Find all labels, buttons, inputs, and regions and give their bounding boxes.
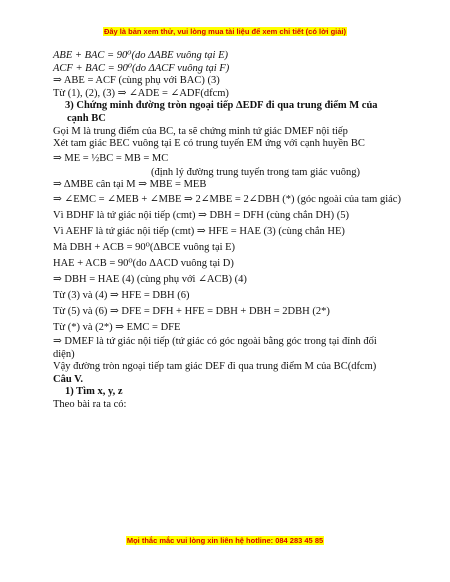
document-body	[53, 50, 401, 412]
text-line: ACF + BAC = 90⁰(do ΔACF vuông tại F)	[53, 62, 230, 74]
text-line: ⇒ ΔMBE cân tại M ⇒ MBE = MEB	[53, 179, 207, 191]
text-line: Từ (1), (2), (3) ⇒ ∠ADE = ∠ADF(dfcm)	[53, 87, 229, 99]
text-line: Từ (*) và (2*) ⇒ EMC = DFE	[53, 321, 181, 333]
text-line: Gọi M là trung điểm của BC, ta sẽ chứng minh tứ giác DMEF nội tiếp	[53, 125, 348, 137]
text-line: (định lý đường trung tuyến trong tam giác vuông)	[151, 166, 360, 178]
text-line: Từ (5) và (6) ⇒ DFE = DFH + HFE = DBH + DBH = 2DBH (2*)	[53, 305, 330, 317]
text-line: Vì BDHF là tứ giác nội tiếp (cmt) ⇒ DBH = DFH (cùng chắn DH) (5)	[53, 209, 349, 221]
text-line: ABE + BAC = 90⁰(do ΔABE vuông tại E)	[53, 50, 229, 61]
text-line: Xét tam giác BEC vuông tại E có trung tuyến EM ứng với cạnh huyền BC	[53, 138, 365, 150]
hotline-banner-bottom: Mọi thắc mắc vui lòng xin liên hệ hotline: 084 283 45 85	[126, 536, 324, 545]
text-line: Theo bài ra ta có:	[53, 398, 127, 410]
preview-banner-top: Đây là bản xem thử, vui lòng mua tài liệu để xem chi tiết (có lời giải)	[103, 27, 347, 36]
section-heading: cạnh BC	[67, 112, 106, 124]
text-line: Vì AEHF là tứ giác nội tiếp (cmt) ⇒ HFE = HAE (3) (cùng chắn HE)	[53, 225, 345, 237]
text-line: Từ (3) và (4) ⇒ HFE = DBH (6)	[53, 289, 190, 301]
section-heading: Câu V.	[53, 373, 83, 385]
text-line: Mà DBH + ACB = 90⁰(ΔBCE vuông tại E)	[53, 241, 236, 253]
text-line: HAE + ACB = 90⁰(do ΔACD vuông tại D)	[53, 257, 234, 269]
section-heading: 3) Chứng minh đường tròn ngoại tiếp ΔEDF đi qua trung điểm M của	[65, 100, 378, 112]
section-heading: 1) Tìm x, y, z	[65, 386, 123, 398]
text-line: ⇒ ABE = ACF (cùng phụ với BAC) (3)	[53, 75, 220, 87]
text-line: ⇒ DMEF là tứ giác nội tiếp (tứ giác có góc ngoài bằng góc trong tại đỉnh đối diện)	[53, 335, 377, 360]
text-line: ⇒ ME = ½BC = MB = MC	[53, 152, 169, 164]
text-line: ⇒ DBH = HAE (4) (cùng phụ với ∠ACB) (4)	[53, 273, 247, 285]
text-line: Vậy đường tròn ngoại tiếp tam giác DEF đi qua trung điểm M của BC(dfcm)	[53, 361, 377, 373]
text-line: ⇒ ∠EMC = ∠MEB + ∠MBE ⇒ 2∠MBE = 2∠DBH (*) (góc ngoài của tam giác)	[53, 193, 401, 205]
